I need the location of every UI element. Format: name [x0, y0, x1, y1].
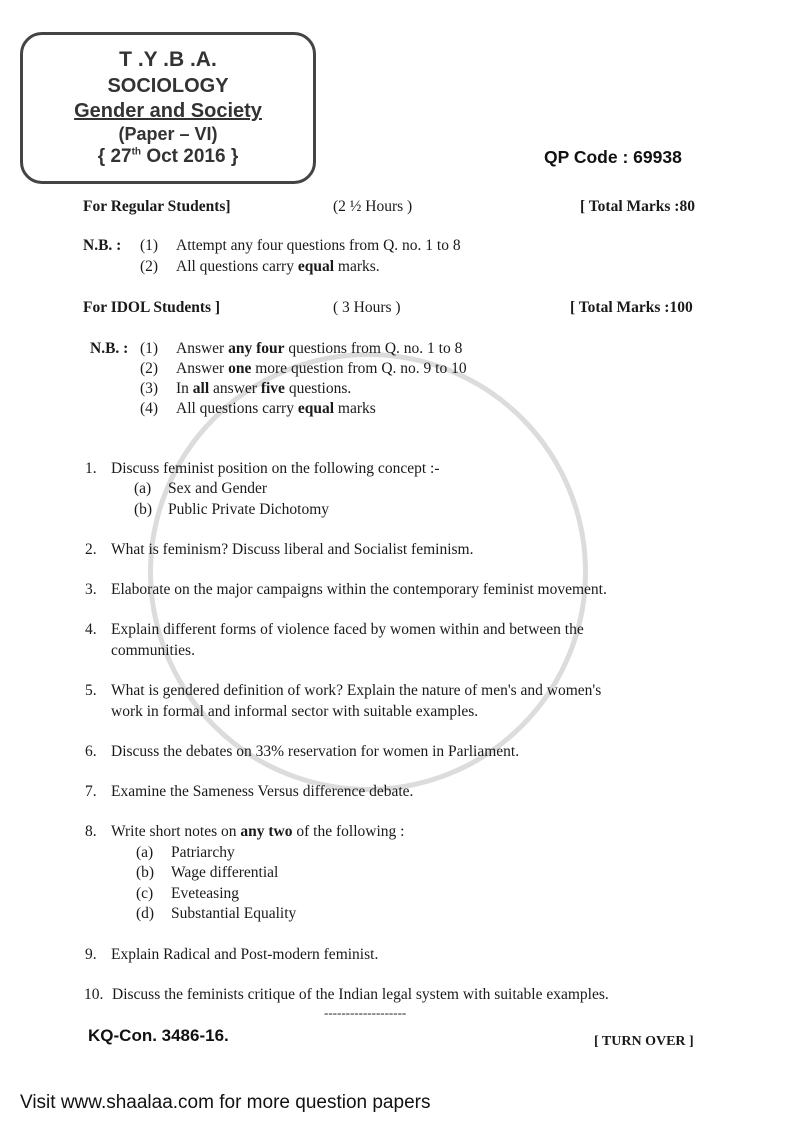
course-title: T .Y .B .A.: [119, 48, 217, 71]
sub-text: Wage differential: [171, 864, 279, 881]
idol-duration: ( 3 Hours ): [333, 299, 401, 316]
qp-code: QP Code : 69938: [544, 147, 682, 167]
note-text: [176, 258, 380, 276]
question-number: 8.: [85, 823, 97, 840]
question-text: Explain Radical and Post-modern feminist.: [111, 946, 379, 963]
note-num: (1): [140, 340, 159, 357]
note-seg: Answer: [176, 360, 229, 377]
sub-text: Substantial Equality: [171, 905, 297, 922]
sub-number: (a): [136, 844, 154, 861]
nb-label: N.B. :: [90, 340, 129, 357]
date-rest: Oct 2016 }: [141, 146, 239, 167]
note-seg: In: [176, 380, 193, 397]
date-day: { 27: [97, 146, 132, 167]
sub-number: (c): [136, 885, 154, 902]
note-seg: marks: [334, 400, 376, 417]
question-text: Examine the Sameness Versus difference debate.: [111, 783, 414, 800]
note-seg: All questions carry: [176, 258, 298, 275]
note-num: (3): [140, 380, 159, 397]
question-number: 10.: [84, 986, 104, 1003]
note-seg: answer: [209, 380, 261, 397]
sub-number: (b): [136, 864, 155, 881]
note-bold: equal: [297, 400, 335, 417]
sub-text: Sex and Gender: [168, 480, 267, 497]
note-text: [176, 380, 351, 398]
paper-code: KQ-Con. 3486-16.: [88, 1026, 229, 1045]
exam-date: [20, 146, 316, 168]
idol-label: For IDOL Students ]: [83, 299, 221, 316]
note-num: (2): [140, 258, 159, 275]
regular-label: For Regular Students]: [83, 198, 231, 215]
visit-link[interactable]: Visit www.shaalaa.com for more question papers: [20, 1092, 431, 1113]
question-number: 4.: [85, 621, 97, 638]
note-bold: one: [228, 360, 252, 377]
nb-label: N.B. :: [83, 237, 122, 254]
q-seg: Write short notes on: [111, 823, 241, 840]
sub-number: (a): [134, 480, 152, 497]
note-bold: any four: [228, 340, 285, 357]
turn-over: [ TURN OVER ]: [594, 1034, 694, 1049]
note-text: [176, 400, 376, 418]
question-text: [111, 823, 404, 841]
question-text: Discuss the feminists critique of the Indian legal system with suitable examples.: [112, 986, 609, 1003]
question-number: 2.: [85, 541, 97, 558]
note-bold: equal: [297, 258, 335, 275]
note-num: (4): [140, 400, 159, 417]
regular-marks: [ Total Marks :80: [580, 198, 695, 215]
idol-marks: [ Total Marks :100: [570, 299, 693, 316]
note-bold: five: [260, 380, 285, 397]
note-text: [176, 360, 467, 378]
note-num: (1): [140, 237, 159, 254]
sub-number: (d): [136, 905, 155, 922]
note-text: [176, 340, 462, 358]
date-sup: th: [131, 146, 142, 158]
regular-duration: (2 ½ Hours ): [333, 198, 413, 215]
note-seg: questions.: [284, 380, 352, 397]
sub-text: Public Private Dichotomy: [168, 501, 330, 518]
q-bold: any two: [240, 823, 293, 840]
paper-title: Gender and Society: [74, 100, 262, 122]
question-number: 9.: [85, 946, 97, 963]
question-text: Discuss feminist position on the following concept :-: [111, 460, 440, 477]
note-text: Attempt any four questions from Q. no. 1 to 8: [176, 237, 461, 254]
subject-title: SOCIOLOGY: [107, 75, 229, 97]
question-text: Explain different forms of violence faced by women within and between the: [111, 621, 584, 638]
question-number: 5.: [85, 682, 97, 699]
note-seg: marks.: [334, 258, 380, 275]
sub-number: (b): [134, 501, 153, 518]
question-text-cont: communities.: [111, 642, 195, 659]
sub-text: Eveteasing: [171, 885, 240, 902]
question-number: 1.: [85, 460, 97, 477]
note-num: (2): [140, 360, 159, 377]
question-number: 6.: [85, 743, 97, 760]
watermark-circle: [148, 352, 588, 792]
end-divider: -------------------: [324, 1005, 407, 1020]
note-seg: Answer: [176, 340, 229, 357]
note-seg: more question from Q. no. 9 to 10: [251, 360, 467, 377]
question-text: Discuss the debates on 33% reservation for women in Parliament.: [111, 743, 520, 760]
sub-text: Patriarchy: [171, 844, 235, 861]
note-bold: all: [192, 380, 210, 397]
note-seg: questions from Q. no. 1 to 8: [284, 340, 463, 357]
question-text: Elaborate on the major campaigns within the contemporary feminist movement.: [111, 581, 607, 598]
note-seg: All questions carry: [176, 400, 298, 417]
question-number: 7.: [85, 783, 97, 800]
question-text-cont: work in formal and informal sector with suitable examples.: [111, 703, 479, 720]
question-text: What is gendered definition of work? Explain the nature of men's and women's: [111, 682, 602, 699]
question-text: What is feminism? Discuss liberal and Socialist feminism.: [111, 541, 474, 558]
paper-number: (Paper – VI): [118, 124, 218, 144]
question-number: 3.: [85, 581, 97, 598]
q-seg: of the following :: [292, 823, 405, 840]
